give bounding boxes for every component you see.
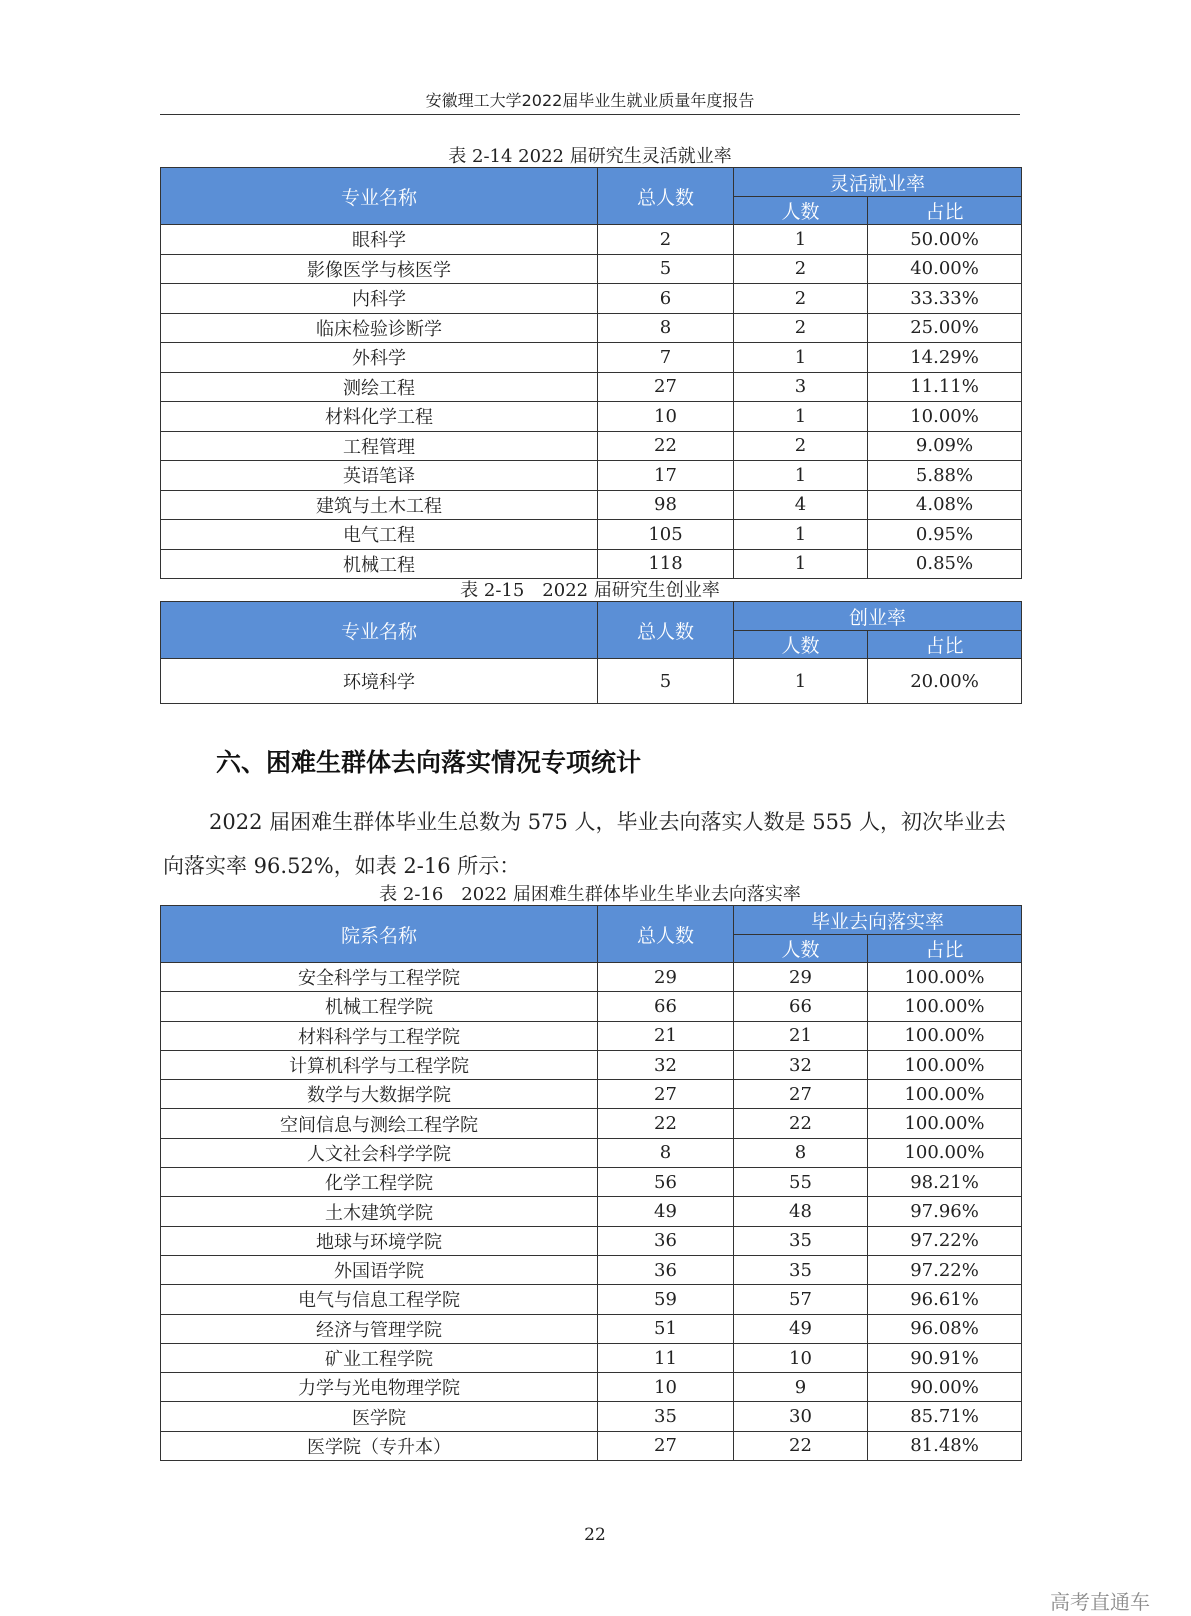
cell-ratio: 100.00%: [868, 1109, 1022, 1138]
cell-name: 医学院（专升本）: [161, 1431, 598, 1460]
cell-total: 27: [598, 1080, 734, 1109]
cell-name: 机械工程: [161, 549, 598, 579]
cell-name: 工程管理: [161, 431, 598, 461]
cell-ratio: 100.00%: [868, 963, 1022, 992]
cell-ratio: 10.00%: [868, 402, 1022, 432]
table-row: [161, 1255, 1022, 1284]
table-row: [161, 1109, 1022, 1138]
cell-name: 眼科学: [161, 225, 598, 255]
cell-count: 48: [734, 1197, 868, 1226]
table-row: [161, 225, 1022, 255]
table-row: [161, 520, 1022, 550]
cell-name: 材料科学与工程学院: [161, 1021, 598, 1050]
cell-name: 人文社会科学学院: [161, 1138, 598, 1167]
table-row: [161, 992, 1022, 1021]
table-row: [161, 1050, 1022, 1079]
col-header-department: 院系名称: [161, 906, 598, 963]
cell-name: 化学工程学院: [161, 1168, 598, 1197]
table-row: [161, 1402, 1022, 1431]
col-header-ratio: 占比: [868, 631, 1022, 659]
cell-count: 1: [734, 402, 868, 432]
table-row: [161, 461, 1022, 491]
cell-name: 环境科学: [161, 659, 598, 704]
table-row: [161, 254, 1022, 284]
table-row: [161, 490, 1022, 520]
cell-ratio: 100.00%: [868, 1050, 1022, 1079]
cell-ratio: 11.11%: [868, 372, 1022, 402]
cell-name: 内科学: [161, 284, 598, 314]
cell-count: 2: [734, 254, 868, 284]
cell-ratio: 20.00%: [868, 659, 1022, 704]
cell-total: 27: [598, 372, 734, 402]
cell-count: 22: [734, 1109, 868, 1138]
cell-ratio: 97.22%: [868, 1226, 1022, 1255]
cell-name: 矿业工程学院: [161, 1343, 598, 1372]
cell-ratio: 14.29%: [868, 343, 1022, 373]
cell-count: 1: [734, 520, 868, 550]
cell-name: 经济与管理学院: [161, 1314, 598, 1343]
col-header-major: 专业名称: [161, 168, 598, 225]
page-number: 22: [584, 1525, 606, 1545]
cell-ratio: 0.85%: [868, 549, 1022, 579]
cell-count: 30: [734, 1402, 868, 1431]
cell-ratio: 85.71%: [868, 1402, 1022, 1431]
cell-total: 56: [598, 1168, 734, 1197]
cell-count: 22: [734, 1431, 868, 1460]
table-row: [161, 1168, 1022, 1197]
cell-ratio: 97.96%: [868, 1197, 1022, 1226]
cell-count: 35: [734, 1255, 868, 1284]
cell-count: 1: [734, 225, 868, 255]
cell-total: 2: [598, 225, 734, 255]
cell-total: 36: [598, 1255, 734, 1284]
cell-name: 机械工程学院: [161, 992, 598, 1021]
cell-total: 105: [598, 520, 734, 550]
cell-total: 36: [598, 1226, 734, 1255]
cell-total: 5: [598, 659, 734, 704]
cell-count: 29: [734, 963, 868, 992]
cell-count: 1: [734, 343, 868, 373]
col-header-placement-rate: 毕业去向落实率: [734, 906, 1022, 935]
cell-name: 空间信息与测绘工程学院: [161, 1109, 598, 1138]
cell-count: 35: [734, 1226, 868, 1255]
cell-name: 外国语学院: [161, 1255, 598, 1284]
table-row: [161, 1021, 1022, 1050]
cell-total: 49: [598, 1197, 734, 1226]
table-2-14: [160, 167, 1022, 579]
cell-ratio: 90.00%: [868, 1373, 1022, 1402]
col-header-total: 总人数: [598, 906, 734, 963]
table-row: [161, 1314, 1022, 1343]
cell-count: 2: [734, 284, 868, 314]
cell-name: 临床检验诊断学: [161, 313, 598, 343]
cell-ratio: 25.00%: [868, 313, 1022, 343]
table-row: [161, 431, 1022, 461]
cell-total: 22: [598, 431, 734, 461]
running-header-title: 安徽理工大学2022届毕业生就业质量年度报告: [425, 91, 755, 110]
table-row: [161, 1285, 1022, 1314]
cell-count: 4: [734, 490, 868, 520]
cell-total: 17: [598, 461, 734, 491]
cell-total: 32: [598, 1050, 734, 1079]
cell-total: 8: [598, 313, 734, 343]
cell-total: 35: [598, 1402, 734, 1431]
section-heading: 六、困难生群体去向落实情况专项统计: [216, 748, 642, 777]
col-header-total: 总人数: [598, 602, 734, 659]
col-header-major: 专业名称: [161, 602, 598, 659]
col-header-ratio: 占比: [868, 197, 1022, 225]
header-rule: [160, 114, 1020, 115]
table-row: [161, 1197, 1022, 1226]
cell-count: 1: [734, 461, 868, 491]
cell-ratio: 97.22%: [868, 1255, 1022, 1284]
cell-count: 3: [734, 372, 868, 402]
cell-count: 9: [734, 1373, 868, 1402]
cell-name: 电气工程: [161, 520, 598, 550]
cell-count: 27: [734, 1080, 868, 1109]
cell-name: 安全科学与工程学院: [161, 963, 598, 992]
table-row: [161, 372, 1022, 402]
cell-name: 医学院: [161, 1402, 598, 1431]
cell-ratio: 100.00%: [868, 1080, 1022, 1109]
cell-name: 影像医学与核医学: [161, 254, 598, 284]
cell-name: 计算机科学与工程学院: [161, 1050, 598, 1079]
table-row: [161, 1138, 1022, 1167]
table-row: [161, 343, 1022, 373]
cell-count: 2: [734, 431, 868, 461]
cell-total: 27: [598, 1431, 734, 1460]
cell-count: 57: [734, 1285, 868, 1314]
cell-ratio: 4.08%: [868, 490, 1022, 520]
table-row: [161, 659, 1022, 704]
cell-total: 66: [598, 992, 734, 1021]
cell-count: 2: [734, 313, 868, 343]
cell-ratio: 40.00%: [868, 254, 1022, 284]
cell-name: 电气与信息工程学院: [161, 1285, 598, 1314]
cell-name: 建筑与土木工程: [161, 490, 598, 520]
col-header-total: 总人数: [598, 168, 734, 225]
table-row: [161, 284, 1022, 314]
cell-ratio: 5.88%: [868, 461, 1022, 491]
cell-ratio: 96.08%: [868, 1314, 1022, 1343]
cell-total: 11: [598, 1343, 734, 1372]
table-row: [161, 963, 1022, 992]
table-row: [161, 313, 1022, 343]
cell-total: 10: [598, 1373, 734, 1402]
cell-total: 10: [598, 402, 734, 432]
cell-count: 55: [734, 1168, 868, 1197]
cell-name: 土木建筑学院: [161, 1197, 598, 1226]
table-2-14-caption: 表 2-14 2022 届研究生灵活就业率: [448, 146, 732, 167]
table-row: [161, 402, 1022, 432]
table-row: [161, 1343, 1022, 1372]
cell-total: 6: [598, 284, 734, 314]
cell-ratio: 98.21%: [868, 1168, 1022, 1197]
table-row: [161, 1226, 1022, 1255]
cell-count: 8: [734, 1138, 868, 1167]
cell-ratio: 0.95%: [868, 520, 1022, 550]
cell-name: 测绘工程: [161, 372, 598, 402]
cell-name: 数学与大数据学院: [161, 1080, 598, 1109]
table-row: [161, 1431, 1022, 1460]
cell-ratio: 96.61%: [868, 1285, 1022, 1314]
watermark-text: 高考直通车: [1050, 1590, 1150, 1614]
cell-total: 21: [598, 1021, 734, 1050]
cell-name: 外科学: [161, 343, 598, 373]
cell-ratio: 100.00%: [868, 992, 1022, 1021]
table-row: [161, 1373, 1022, 1402]
table-2-15: [160, 601, 1022, 704]
cell-count: 1: [734, 549, 868, 579]
cell-count: 66: [734, 992, 868, 1021]
cell-name: 地球与环境学院: [161, 1226, 598, 1255]
col-header-startup-rate: 创业率: [734, 602, 1022, 631]
cell-total: 22: [598, 1109, 734, 1138]
cell-name: 力学与光电物理学院: [161, 1373, 598, 1402]
table-row: [161, 1080, 1022, 1109]
cell-total: 8: [598, 1138, 734, 1167]
table-2-16-caption: 表 2-16 2022 届困难生群体毕业生毕业去向落实率: [379, 884, 801, 905]
col-header-count: 人数: [734, 935, 868, 963]
section-paragraph: 2022 届困难生群体毕业生总数为 575 人，毕业去向落实人数是 555 人，初次毕业去向落实率 96.52%，如表 2-16 所示：: [163, 810, 1006, 878]
cell-ratio: 90.91%: [868, 1343, 1022, 1372]
col-header-ratio: 占比: [868, 935, 1022, 963]
cell-ratio: 9.09%: [868, 431, 1022, 461]
cell-ratio: 33.33%: [868, 284, 1022, 314]
cell-total: 98: [598, 490, 734, 520]
table-2-15-caption: 表 2-15 2022 届研究生创业率: [460, 580, 720, 601]
cell-count: 10: [734, 1343, 868, 1372]
cell-total: 5: [598, 254, 734, 284]
cell-total: 7: [598, 343, 734, 373]
col-header-count: 人数: [734, 631, 868, 659]
col-header-count: 人数: [734, 197, 868, 225]
cell-count: 21: [734, 1021, 868, 1050]
cell-ratio: 50.00%: [868, 225, 1022, 255]
cell-count: 32: [734, 1050, 868, 1079]
cell-total: 51: [598, 1314, 734, 1343]
cell-count: 1: [734, 659, 868, 704]
cell-ratio: 81.48%: [868, 1431, 1022, 1460]
cell-ratio: 100.00%: [868, 1021, 1022, 1050]
table-row: [161, 549, 1022, 579]
col-header-flexible-rate: 灵活就业率: [734, 168, 1022, 197]
table-2-16: [160, 905, 1022, 1461]
cell-ratio: 100.00%: [868, 1138, 1022, 1167]
cell-total: 29: [598, 963, 734, 992]
cell-name: 材料化学工程: [161, 402, 598, 432]
cell-name: 英语笔译: [161, 461, 598, 491]
cell-count: 49: [734, 1314, 868, 1343]
cell-total: 59: [598, 1285, 734, 1314]
cell-total: 118: [598, 549, 734, 579]
